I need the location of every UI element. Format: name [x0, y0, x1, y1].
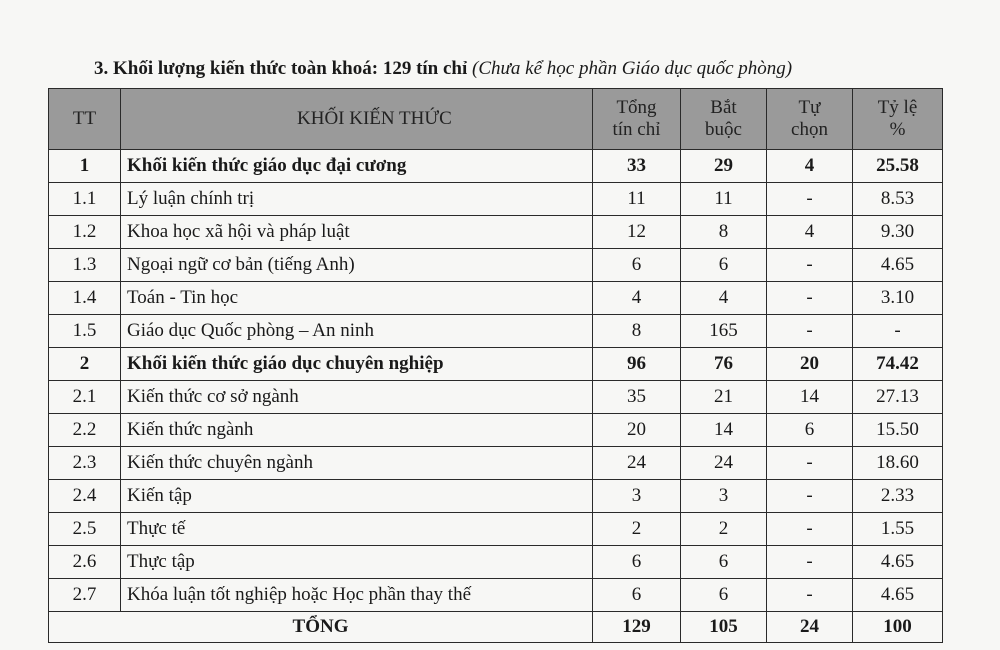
- total-ratio: 100: [853, 612, 943, 643]
- cell-name: Kiến thức cơ sở ngành: [121, 381, 593, 414]
- cell-ratio: 1.55: [853, 513, 943, 546]
- cell-name: Khối kiến thức giáo dục đại cương: [121, 150, 593, 183]
- cell-name: Kiến tập: [121, 480, 593, 513]
- cell-tt: 2.4: [49, 480, 121, 513]
- header-required-line1: Bắt: [710, 97, 737, 118]
- cell-total: 33: [593, 150, 681, 183]
- cell-elective: 4: [767, 150, 853, 183]
- header-ratio-line1: Tỷ lệ: [877, 97, 918, 118]
- cell-elective: 14: [767, 381, 853, 414]
- cell-required: 29: [681, 150, 767, 183]
- cell-total: 8: [593, 315, 681, 348]
- table-row: [49, 480, 943, 513]
- cell-ratio: 4.65: [853, 579, 943, 612]
- table-row: [49, 150, 943, 183]
- cell-name: Khối kiến thức giáo dục chuyên nghiệp: [121, 348, 593, 381]
- cell-tt: 2.2: [49, 414, 121, 447]
- table-row: [49, 216, 943, 249]
- cell-ratio: 15.50: [853, 414, 943, 447]
- cell-ratio: -: [853, 315, 943, 348]
- cell-elective: 20: [767, 348, 853, 381]
- header-total-line1: Tổng: [616, 97, 657, 118]
- cell-elective: 4: [767, 216, 853, 249]
- cell-elective: -: [767, 183, 853, 216]
- total-required: 105: [681, 612, 767, 643]
- cell-tt: 1.2: [49, 216, 121, 249]
- cell-tt: 2.7: [49, 579, 121, 612]
- table-row: [49, 414, 943, 447]
- table-row: [49, 513, 943, 546]
- total-label: TỔNG: [49, 612, 593, 643]
- cell-ratio: 8.53: [853, 183, 943, 216]
- cell-tt: 2: [49, 348, 121, 381]
- cell-tt: 1.1: [49, 183, 121, 216]
- table-row: [49, 282, 943, 315]
- cell-required: 6: [681, 546, 767, 579]
- table-body: [49, 150, 943, 643]
- header-ratio-line2: %: [889, 119, 906, 140]
- cell-name: Toán - Tin học: [121, 282, 593, 315]
- cell-name: Khoa học xã hội và pháp luật: [121, 216, 593, 249]
- cell-tt: 2.3: [49, 447, 121, 480]
- cell-required: 8: [681, 216, 767, 249]
- header-total-credits: [593, 89, 681, 150]
- cell-tt: 1: [49, 150, 121, 183]
- cell-ratio: 3.10: [853, 282, 943, 315]
- curriculum-table: [48, 88, 943, 643]
- cell-total: 6: [593, 546, 681, 579]
- heading-note: (Chưa kể học phần Giáo dục quốc phòng): [472, 58, 793, 79]
- cell-total: 12: [593, 216, 681, 249]
- header-elective-line2: chọn: [791, 119, 828, 140]
- cell-required: 11: [681, 183, 767, 216]
- header-tt: TT: [49, 89, 121, 150]
- section-heading: [94, 58, 792, 80]
- cell-name: Giáo dục Quốc phòng – An ninh: [121, 315, 593, 348]
- cell-required: 2: [681, 513, 767, 546]
- cell-required: 6: [681, 249, 767, 282]
- cell-name: Lý luận chính trị: [121, 183, 593, 216]
- cell-required: 21: [681, 381, 767, 414]
- cell-elective: -: [767, 315, 853, 348]
- cell-total: 6: [593, 249, 681, 282]
- cell-name: Thực tế: [121, 513, 593, 546]
- cell-elective: -: [767, 513, 853, 546]
- cell-total: 24: [593, 447, 681, 480]
- table-row: [49, 183, 943, 216]
- cell-elective: -: [767, 447, 853, 480]
- cell-total: 2: [593, 513, 681, 546]
- cell-name: Thực tập: [121, 546, 593, 579]
- cell-tt: 1.4: [49, 282, 121, 315]
- cell-tt: 2.1: [49, 381, 121, 414]
- cell-required: 24: [681, 447, 767, 480]
- cell-elective: -: [767, 579, 853, 612]
- cell-ratio: 4.65: [853, 249, 943, 282]
- header-elective-line1: Tự: [798, 97, 821, 118]
- table-row: [49, 348, 943, 381]
- table-row: [49, 447, 943, 480]
- cell-elective: -: [767, 480, 853, 513]
- table-row: [49, 249, 943, 282]
- total-elective: 24: [767, 612, 853, 643]
- cell-ratio: 74.42: [853, 348, 943, 381]
- cell-total: 20: [593, 414, 681, 447]
- total-credits: 129: [593, 612, 681, 643]
- cell-ratio: 9.30: [853, 216, 943, 249]
- cell-name: Kiến thức chuyên ngành: [121, 447, 593, 480]
- cell-ratio: 18.60: [853, 447, 943, 480]
- cell-elective: 6: [767, 414, 853, 447]
- cell-elective: -: [767, 249, 853, 282]
- header-elective: [767, 89, 853, 150]
- cell-total: 35: [593, 381, 681, 414]
- cell-total: 3: [593, 480, 681, 513]
- cell-ratio: 25.58: [853, 150, 943, 183]
- cell-required: 6: [681, 579, 767, 612]
- cell-required: 3: [681, 480, 767, 513]
- header-knowledge-block: KHỐI KIẾN THỨC: [121, 89, 593, 150]
- header-ratio: [853, 89, 943, 150]
- cell-total: 11: [593, 183, 681, 216]
- table-row: [49, 381, 943, 414]
- table-row: [49, 579, 943, 612]
- cell-tt: 2.6: [49, 546, 121, 579]
- cell-tt: 1.5: [49, 315, 121, 348]
- cell-tt: 2.5: [49, 513, 121, 546]
- total-row: [49, 612, 943, 643]
- cell-ratio: 2.33: [853, 480, 943, 513]
- table-header-row: [49, 89, 943, 150]
- table-row: [49, 546, 943, 579]
- cell-total: 6: [593, 579, 681, 612]
- cell-name: Khóa luận tốt nghiệp hoặc Học phần thay thế: [121, 579, 593, 612]
- heading-main: 3. Khối lượng kiến thức toàn khoá: 129 tín chỉ: [94, 58, 468, 79]
- cell-name: Ngoại ngữ cơ bản (tiếng Anh): [121, 249, 593, 282]
- cell-total: 4: [593, 282, 681, 315]
- header-total-line2: tín chỉ: [612, 119, 661, 140]
- cell-required: 76: [681, 348, 767, 381]
- header-required-line2: buộc: [705, 119, 742, 140]
- table-row: [49, 315, 943, 348]
- cell-required: 165: [681, 315, 767, 348]
- cell-elective: -: [767, 282, 853, 315]
- header-required: [681, 89, 767, 150]
- cell-required: 4: [681, 282, 767, 315]
- cell-elective: -: [767, 546, 853, 579]
- cell-ratio: 27.13: [853, 381, 943, 414]
- cell-tt: 1.3: [49, 249, 121, 282]
- cell-required: 14: [681, 414, 767, 447]
- cell-ratio: 4.65: [853, 546, 943, 579]
- cell-name: Kiến thức ngành: [121, 414, 593, 447]
- cell-total: 96: [593, 348, 681, 381]
